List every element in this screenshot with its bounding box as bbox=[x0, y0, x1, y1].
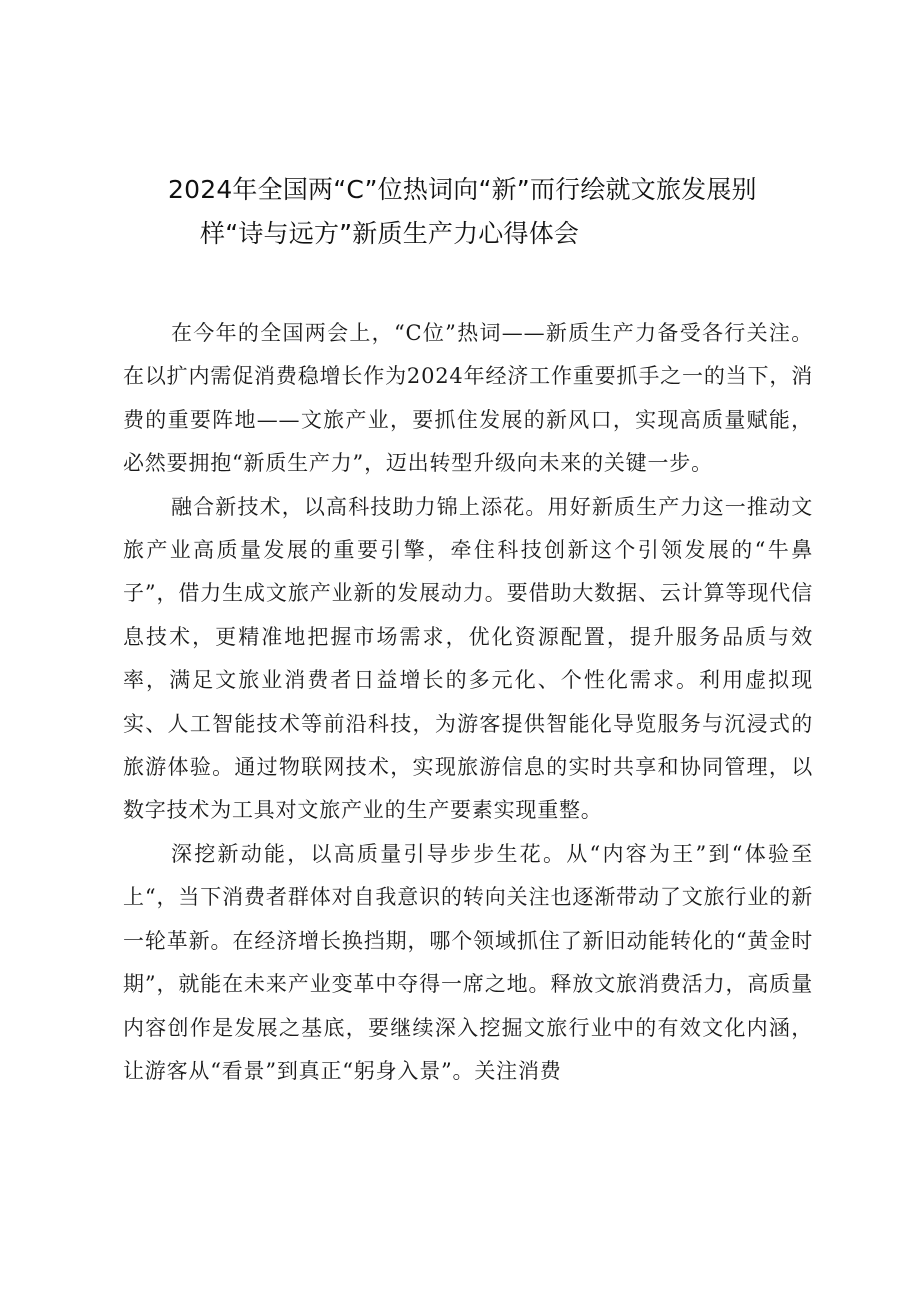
title-line-2: 样“诗与远方”新质生产力心得体会 bbox=[200, 219, 580, 248]
paragraph-2: 融合新技术，以高科技助力锦上添花。用好新质生产力这一推动文旅产业高质量发展的重要引擎，牵住科技创新这个引领发展的“牛鼻子”，借力生成文旅产业新的发展动力。要借助大数据、云计算等现代信息技术，更精准地把握市场需求，优化资源配置，提升服务品质与效率，满足文旅业消费者日益增长的多元化、个性化需求。利用虚拟现实、人工智能技术等前沿科技，为游客提供智能化导览服务与沉浸式的旅游体验。通过物联网技术，实现旅游信息的实时共享和协同管理，以数字技术为工具对文旅产业的生产要素实现重整。 bbox=[123, 494, 813, 823]
paragraph-3: 深挖新动能，以高质量引导步步生花。从“内容为王”到“体验至上“，当下消费者群体对自我意识的转向关注也逐渐带动了文旅行业的新一轮革新。在经济增长换挡期，哪个领域抓住了新旧动能转化的“黄金时期”，就能在未来产业变革中夺得一席之地。释放文旅消费活力，高质量内容创作是发展之基底，要继续深入挖掘文旅行业中的有效文化内涵，让游客从“看景”到真正“躬身入景”。关注消费 bbox=[123, 841, 813, 1083]
document-title bbox=[168, 168, 818, 256]
paragraph-1: 在今年的全国两会上，“C位”热词——新质生产力备受各行关注。在以扩内需促消费稳增长作为2024年经济工作重要抓手之一的当下，消费的重要阵地——文旅产业，要抓住发展的新风口，实现高质量赋能，必然要拥抱“新质生产力”，迈出转型升级向未来的关键一步。 bbox=[123, 321, 813, 476]
title-line-1: 2024年全国两“C”位热词向“新”而行绘就文旅发展别 bbox=[168, 175, 757, 204]
document-body bbox=[123, 312, 813, 1093]
